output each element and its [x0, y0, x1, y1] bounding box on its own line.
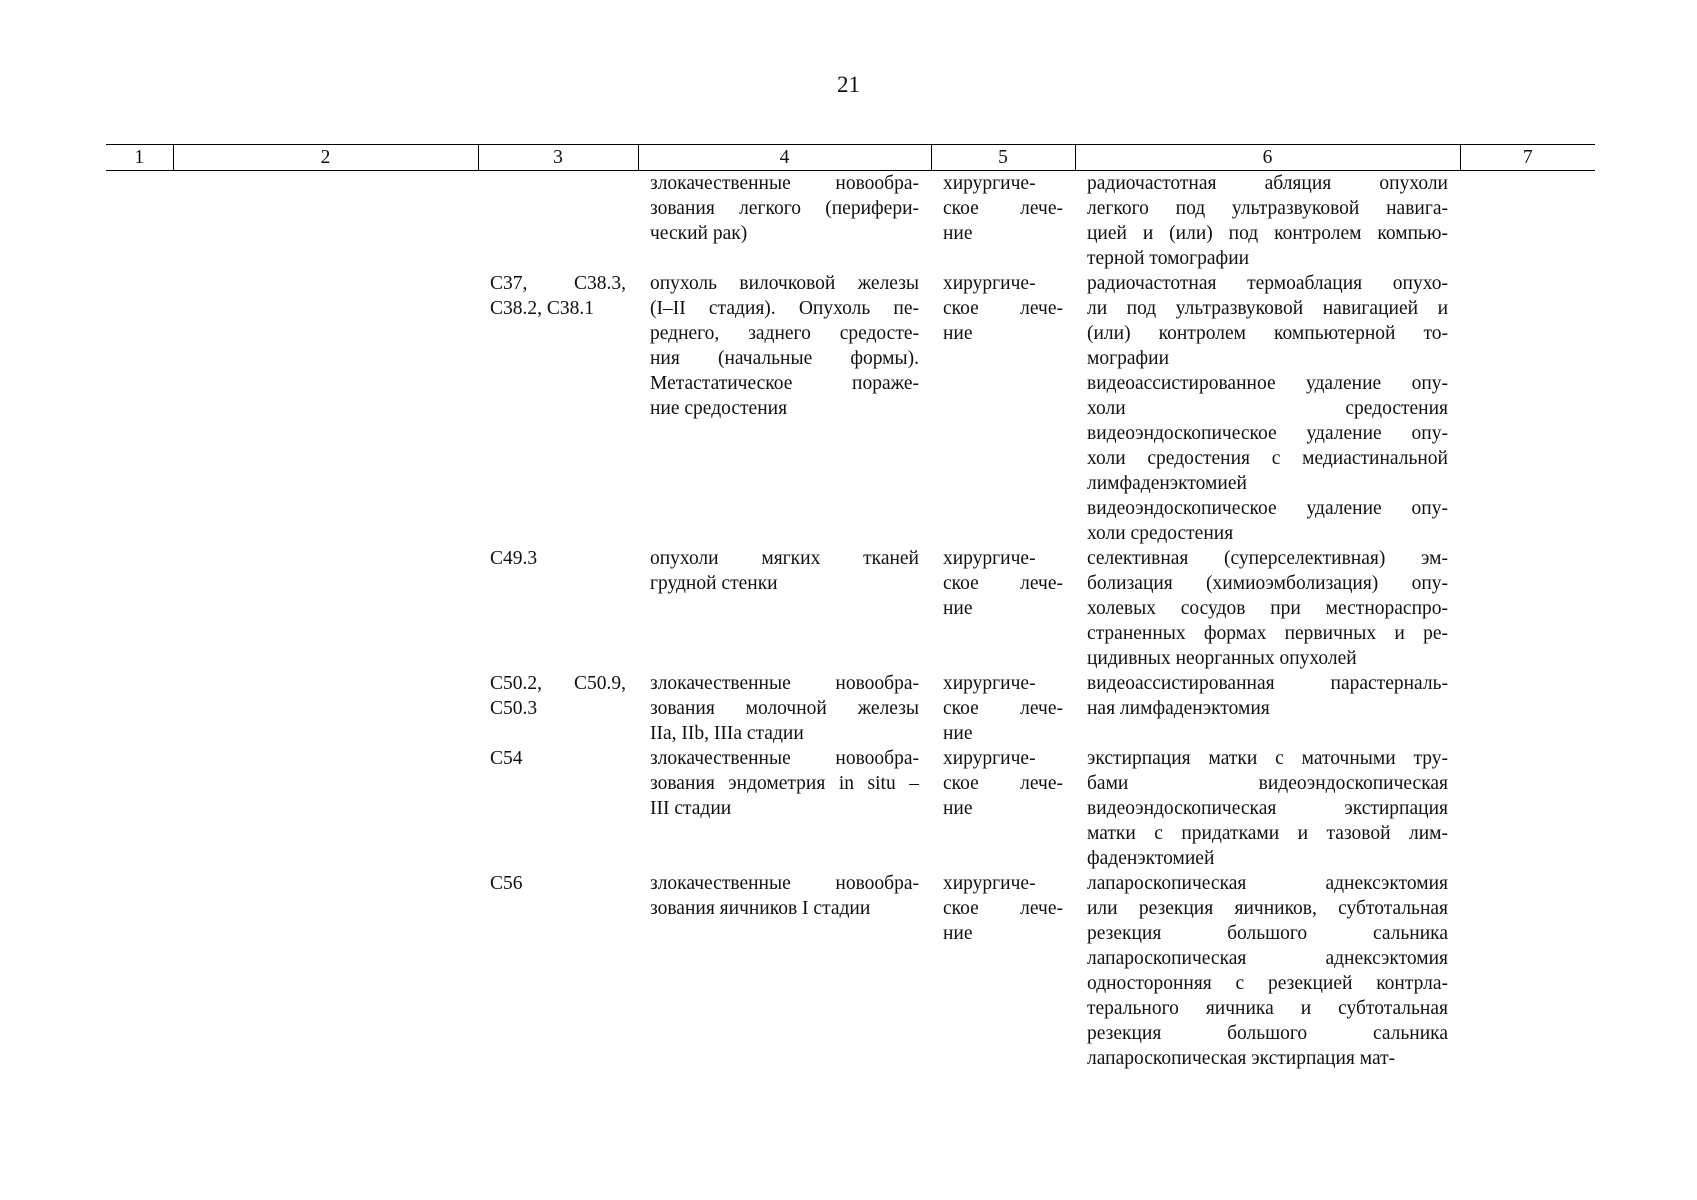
text-line: видеоассистированная парастерналь- — [1087, 673, 1448, 694]
column-header-6: 6 — [1075, 145, 1460, 171]
text-line: злокачественные новообра- — [650, 873, 919, 894]
column-header-4: 4 — [638, 145, 931, 171]
text-line: ние — [943, 723, 973, 744]
treatment-type-cell — [931, 746, 1075, 871]
method-cell — [1075, 271, 1460, 546]
text-line: злокачественные новообра- — [650, 673, 919, 694]
table-header-row — [106, 145, 1595, 171]
text-line: болизация (химиоэмболизация) опу- — [1087, 573, 1448, 594]
text-line: ское лече- — [943, 198, 1063, 219]
text-line: лапароскопическая экстирпация мат- — [1087, 1048, 1396, 1069]
text-line: бами видеоэндоскопическая — [1087, 773, 1448, 794]
text-line: видеоассистированное удаление опу- — [1087, 373, 1448, 394]
icd-code-cell — [478, 546, 638, 671]
treatment-type-cell — [931, 546, 1075, 671]
icd-code-cell — [478, 871, 638, 1071]
text-line: ли под ультразвуковой навигацией и — [1087, 298, 1448, 319]
empty-cell — [1460, 171, 1595, 272]
empty-cell — [173, 271, 478, 546]
icd-code-cell — [478, 271, 638, 546]
table-row — [106, 671, 1595, 746]
treatment-type-cell — [931, 271, 1075, 546]
text-line: радиочастотная термоаблация опухо- — [1087, 273, 1448, 294]
icd-code-cell — [478, 746, 638, 871]
text-line: IIa, IIb, IIIa стадии — [650, 723, 804, 744]
table-row — [106, 171, 1595, 272]
text-line: С37, С38.3, — [490, 273, 626, 294]
text-line: опухоли мягких тканей — [650, 548, 919, 569]
text-line: С38.2, С38.1 — [490, 298, 595, 319]
text-line: III стадии — [650, 798, 732, 819]
text-line: хирургиче- — [943, 173, 1036, 194]
text-line: ское лече- — [943, 573, 1063, 594]
column-header-5: 5 — [931, 145, 1075, 171]
text-line: злокачественные новообра- — [650, 173, 919, 194]
text-line: матки с придатками и тазовой лим- — [1087, 823, 1448, 844]
diagnosis-cell — [638, 271, 931, 546]
text-line: ние — [943, 923, 973, 944]
empty-cell — [173, 671, 478, 746]
diagnosis-cell — [638, 871, 931, 1071]
diagnosis-cell — [638, 171, 931, 272]
text-line: лапароскопическая аднексэктомия — [1087, 948, 1448, 969]
method-cell — [1075, 171, 1460, 272]
text-line: ское лече- — [943, 773, 1063, 794]
table-row — [106, 871, 1595, 1071]
icd-code-cell — [478, 671, 638, 746]
text-line: хирургиче- — [943, 873, 1036, 894]
empty-cell — [106, 271, 173, 546]
text-line: терной томографии — [1087, 248, 1250, 269]
empty-cell — [106, 546, 173, 671]
empty-cell — [1460, 546, 1595, 671]
text-line: С50.2, С50.9, — [490, 673, 626, 694]
text-line: резекция большого сальника — [1087, 1023, 1448, 1044]
text-line: цидивных неорганных опухолей — [1087, 648, 1357, 669]
text-line: лимфаденэктомией — [1087, 473, 1247, 494]
text-line: ние — [943, 798, 973, 819]
text-line: грудной стенки — [650, 573, 778, 594]
empty-cell — [1460, 746, 1595, 871]
text-line: опухоль вилочковой железы — [650, 273, 919, 294]
empty-cell — [1460, 671, 1595, 746]
column-header-1: 1 — [106, 145, 173, 171]
text-line: ние средостения — [650, 398, 788, 419]
treatment-type-cell — [931, 671, 1075, 746]
text-line: зования легкого (перифери- — [650, 198, 919, 219]
text-line: фаденэктомией — [1087, 848, 1215, 869]
text-line: видеоэндоскопическое удаление опу- — [1087, 498, 1448, 519]
table-row — [106, 746, 1595, 871]
text-line: зования молочной железы — [650, 698, 919, 719]
empty-cell — [173, 746, 478, 871]
text-line: (или) контролем компьютерной то- — [1087, 323, 1448, 344]
text-line: видеоэндоскопическое удаление опу- — [1087, 423, 1448, 444]
method-cell — [1075, 871, 1460, 1071]
text-line: ная лимфаденэктомия — [1087, 698, 1270, 719]
text-line: холи средостения — [1087, 523, 1234, 544]
method-cell — [1075, 671, 1460, 746]
treatment-type-cell — [931, 871, 1075, 1071]
text-line: экстирпация матки с маточными тру- — [1087, 748, 1448, 769]
text-line: ние — [943, 323, 973, 344]
text-line: зования яичников I стадии — [650, 898, 871, 919]
text-line: или резекция яичников, субтотальная — [1087, 898, 1448, 919]
text-line: холи средостения — [1087, 398, 1448, 419]
diagnosis-cell — [638, 671, 931, 746]
empty-cell — [173, 171, 478, 272]
text-line: лапароскопическая аднексэктомия — [1087, 873, 1448, 894]
procedures-table — [106, 144, 1595, 1071]
table-row — [106, 546, 1595, 671]
text-line: холи средостения с медиастинальной — [1087, 448, 1448, 469]
empty-cell — [173, 546, 478, 671]
diagnosis-cell — [638, 546, 931, 671]
text-line: С49.3 — [490, 548, 538, 569]
empty-cell — [106, 171, 173, 272]
text-line: радиочастотная абляция опухоли — [1087, 173, 1448, 194]
text-line: ние — [943, 223, 973, 244]
text-line: хирургиче- — [943, 273, 1036, 294]
page-number: 21 — [837, 72, 860, 97]
text-line: хирургиче- — [943, 548, 1036, 569]
icd-code-cell — [478, 171, 638, 272]
text-line: ское лече- — [943, 298, 1063, 319]
text-line: (I–II стадия). Опухоль пе- — [650, 298, 919, 319]
method-cell — [1075, 746, 1460, 871]
column-header-3: 3 — [478, 145, 638, 171]
empty-cell — [106, 871, 173, 1071]
column-header-2: 2 — [173, 145, 478, 171]
text-line: С56 — [490, 873, 523, 894]
text-line: терального яичника и субтотальная — [1087, 998, 1448, 1019]
text-line: С50.3 — [490, 698, 538, 719]
text-line: цией и (или) под контролем компью- — [1087, 223, 1448, 244]
text-line: реднего, заднего средосте- — [650, 323, 919, 344]
text-line: ское лече- — [943, 698, 1063, 719]
text-line: селективная (суперселективная) эм- — [1087, 548, 1448, 569]
text-line: С54 — [490, 748, 523, 769]
text-line: страненных формах первичных и ре- — [1087, 623, 1448, 644]
table-row — [106, 271, 1595, 546]
text-line: зования эндометрия in situ – — [650, 773, 919, 794]
method-cell — [1075, 546, 1460, 671]
empty-cell — [1460, 271, 1595, 546]
empty-cell — [106, 671, 173, 746]
column-header-7: 7 — [1460, 145, 1595, 171]
text-line: видеоэндоскопическая экстирпация — [1087, 798, 1448, 819]
text-line: резекция большого сальника — [1087, 923, 1448, 944]
text-line: ческий рак) — [650, 223, 748, 244]
treatment-type-cell — [931, 171, 1075, 272]
empty-cell — [106, 746, 173, 871]
empty-cell — [1460, 871, 1595, 1071]
text-line: односторонняя с резекцией контрла- — [1087, 973, 1448, 994]
empty-cell — [173, 871, 478, 1071]
text-line: ния (начальные формы). — [650, 348, 919, 369]
text-line: мографии — [1087, 348, 1169, 369]
diagnosis-cell — [638, 746, 931, 871]
text-line: ние — [943, 598, 973, 619]
text-line: злокачественные новообра- — [650, 748, 919, 769]
text-line: легкого под ультразвуковой навига- — [1087, 198, 1448, 219]
text-line: холевых сосудов при местнораспро- — [1087, 598, 1448, 619]
text-line: хирургиче- — [943, 673, 1036, 694]
text-line: ское лече- — [943, 898, 1063, 919]
text-line: хирургиче- — [943, 748, 1036, 769]
text-line: Метастатическое пораже- — [650, 373, 919, 394]
